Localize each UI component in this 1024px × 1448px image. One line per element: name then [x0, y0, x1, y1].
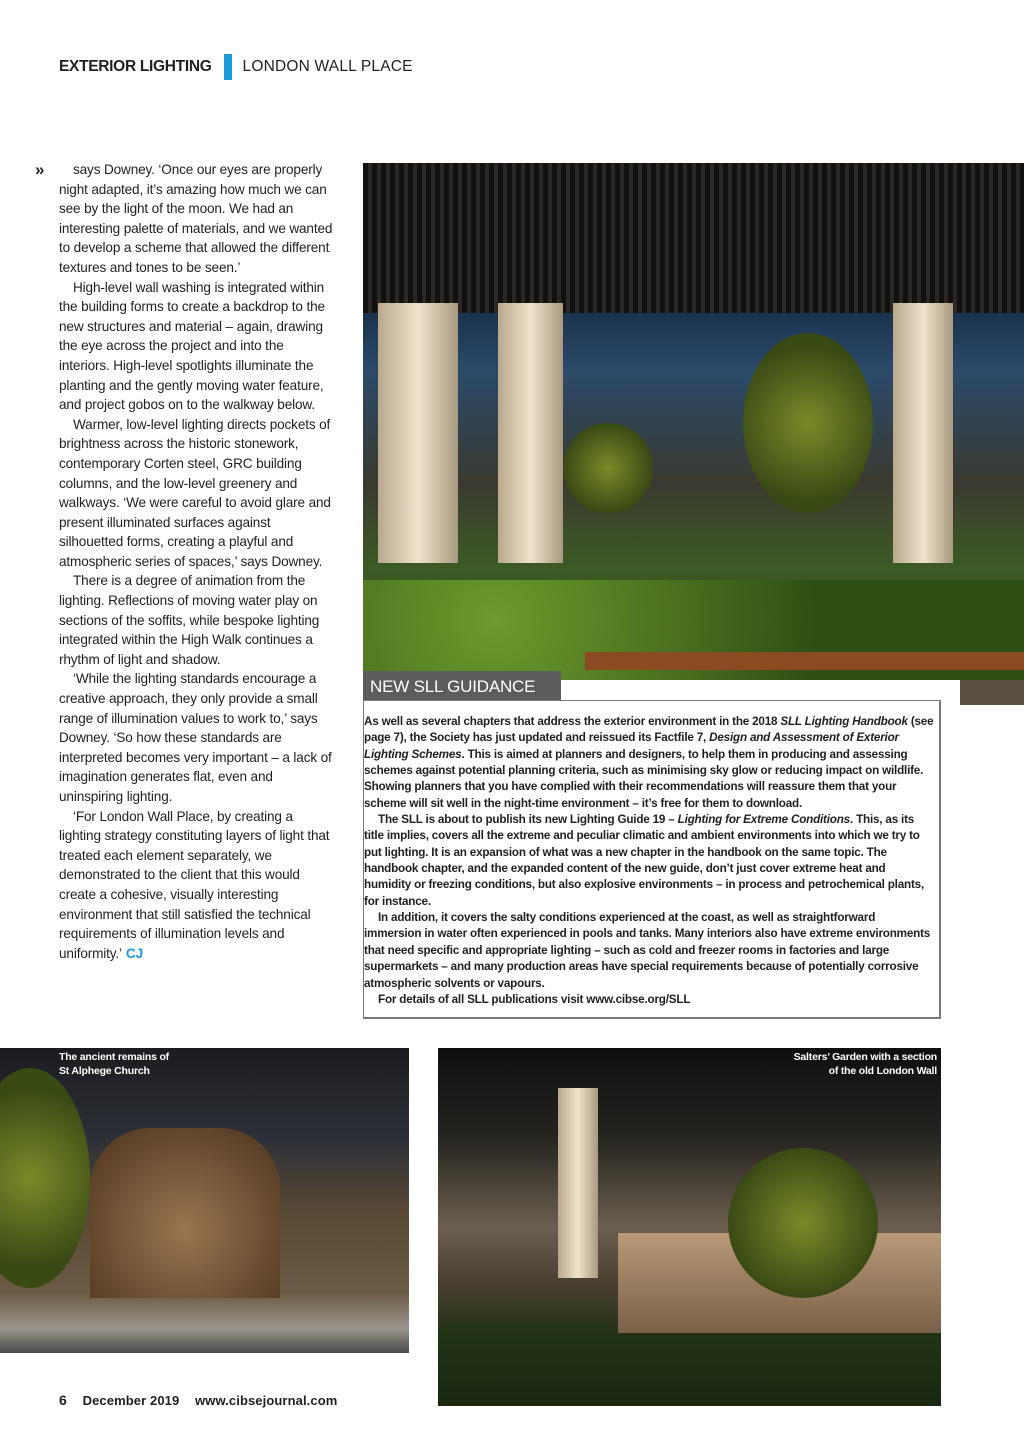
caption-line: The ancient remains of: [59, 1051, 169, 1063]
sidebar-title: NEW SLL GUIDANCE: [363, 671, 561, 701]
article-paragraph: There is a degree of animation from the lighting. Reflections of moving water play on sections of the soffits, while bespoke lighting integrated within the High Walk continues a rhythm of light and shadow.: [59, 573, 320, 667]
article-paragraph: High-level wall washing is integrated within the building forms to create a backdrop to the new structures and material – again, drawing the eye across the project and into the interiors. High-level spotlights illuminate the planting and the gently moving water feature, and project gobos on to the walkway below.: [59, 279, 325, 413]
church-ruins: [90, 1128, 280, 1298]
section-label: EXTERIOR LIGHTING: [59, 58, 212, 75]
article-paragraph-last: [59, 807, 335, 964]
photo-salters-garden: [438, 1048, 941, 1406]
ceiling-louvres: [363, 163, 1024, 313]
column: [498, 303, 563, 563]
article-body: [35, 160, 335, 963]
column: [558, 1088, 598, 1278]
issue-date: December 2019: [82, 1393, 180, 1408]
website-link[interactable]: www.cibsejournal.com: [195, 1393, 338, 1408]
page-number: 6: [59, 1392, 67, 1408]
double-chevron-right-icon: »: [35, 160, 45, 179]
sidebar-text: . This is aimed at planners and designers, to help them in producing and assessing schemes against potential planning criteria, such as minimising sky glow or reducing impact on wildlife. Showing planners that you have complied with their recommendations will reassure them that your scheme will sit well in the night-time environment – it’s free for them to download.: [364, 747, 924, 810]
sidebar-text: As well as several chapters that address the exterior environment in the 2018: [364, 715, 781, 728]
topic-label: LONDON WALL PLACE: [242, 58, 413, 75]
sidebar-text: (see page 7), the Society has just updated and reissued its Factfile 7,: [364, 715, 934, 745]
photo-edge: [960, 680, 1024, 705]
sidebar-text: The SLL is about to publish its new Lighting Guide 19 –: [378, 813, 678, 827]
running-header: [59, 54, 413, 80]
sidebar-paragraph: [364, 992, 934, 1008]
caption-line: St Alphege Church: [59, 1065, 150, 1077]
header-divider: [224, 54, 232, 80]
sidebar-paragraph: [364, 714, 934, 812]
title-reference: SLL Lighting Handbook: [780, 715, 908, 728]
caption-line: Salters’ Garden with a section: [793, 1051, 937, 1063]
tree: [743, 333, 873, 513]
sidebar-text: . This, as its title implies, covers all the extreme and peculiar climatic and ambient environments into which we try to put lighting. It is an expansion of what was a new chapter in the handbook on the same topic. The handbook chapter, and the expanded content of the new guide, don’t just cover extreme heat and humidity or freezing conditions, but also explosive environments – in process and petrochemical plants, for instance.: [364, 813, 925, 908]
author-signoff: CJ: [125, 945, 143, 961]
caption-line: of the old London Wall: [828, 1065, 937, 1077]
photo-st-alphege-church: [0, 1048, 409, 1353]
column: [893, 303, 953, 563]
title-reference: Lighting for Extreme Conditions: [677, 813, 850, 827]
main-photo-walkway: [363, 163, 1024, 680]
column: [378, 303, 458, 563]
title-reference: Design and Assessment of Exterior Lighting Schemes: [364, 731, 899, 761]
sidebar-cta-text: For details of all SLL publications visit: [378, 992, 587, 1006]
tree: [728, 1148, 878, 1298]
sidebar-paragraph: [364, 812, 934, 910]
article-paragraph: ‘While the lighting standards encourage a creative approach, they only provide a small range of illumination values to work to,’ says Downey. ‘So how these standards are interpreted becomes very important – a lack of imagination generates flat, even and uninspiring lighting.: [59, 671, 332, 804]
caption-bottom-left: [59, 1050, 169, 1078]
article-paragraph: says Downey. ‘Once our eyes are properly night adapted, it’s amazing how much we can see by the light of the moon. We had an interesting palette of materials, and we wanted to develop a scheme that allowed the different textures and tones to be seen.’: [59, 162, 333, 275]
page-footer: [59, 1392, 349, 1408]
tree: [563, 423, 653, 513]
sidebar-box: [363, 700, 941, 1019]
caption-bottom-right: [740, 1050, 937, 1078]
sidebar-paragraph: In addition, it covers the salty conditions experienced at the coast, as well as straightforward immersion in water often experienced in pools and tanks. Many interiors also have extreme environments that need specific and appropriate lighting – such as cold and freezer rooms in factories and large supermarkets – and many production areas have special requirements because of potentially corrosive atmospheric solvents or vapours.: [364, 911, 931, 990]
corten-planter-edge: [585, 652, 1024, 670]
article-paragraph-text: ‘For London Wall Place, by creating a lighting strategy constituting layers of light that treated each element separately, we demonstrated to the client that this would create a cohesive, visually interesting environment that still satisfied the technical requirements of illumination levels and uniformity.’: [59, 808, 330, 961]
sll-link[interactable]: www.cibse.org/SLL: [586, 992, 691, 1006]
article-paragraph: Warmer, low-level lighting directs pockets of brightness across the historic stonework, contemporary Corten steel, GRC building columns, and the low-level greenery and walkways. ‘We were careful to avoid glare and present illuminated surfaces against silhouetted forms, creating a playful and atmospheric series of spaces,’ says Downey.: [59, 416, 331, 569]
tree: [0, 1068, 90, 1288]
